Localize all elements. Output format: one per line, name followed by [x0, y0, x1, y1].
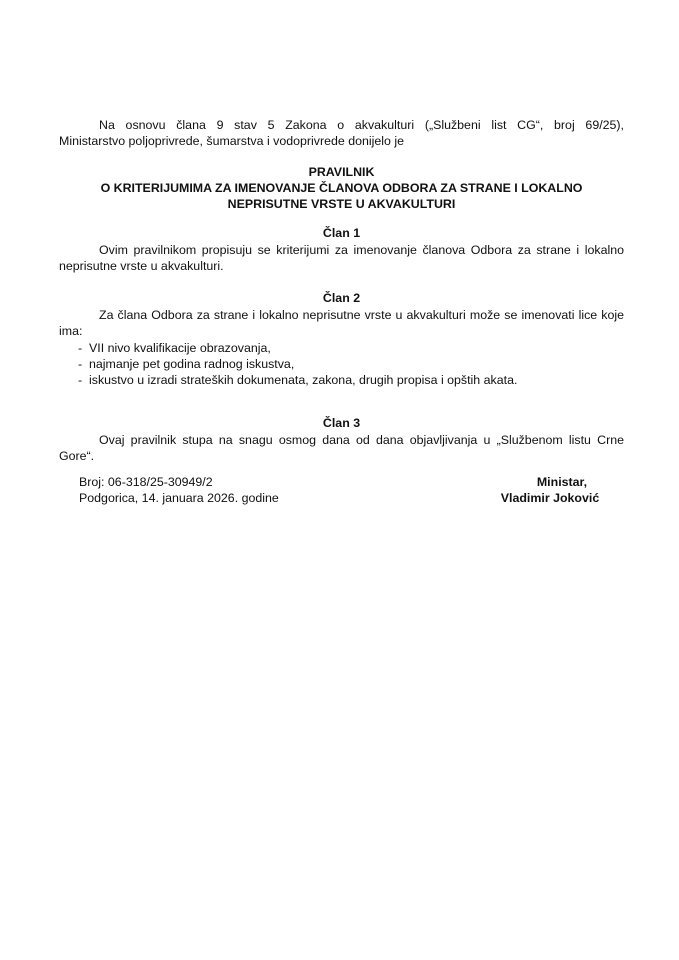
list-item: - VII nivo kvalifikacije obrazovanja, [59, 340, 624, 356]
document-title [59, 164, 624, 212]
article-2-body: Za člana Odbora za strane i lokalno neprisutne vrste u akvakulturi može se imenovati lice koje ima: [59, 308, 624, 338]
signatory-name: Vladimir Joković [500, 491, 600, 505]
list-item: - iskustvo u izradi strateških dokumenata, zakona, drugih propisa i opštih akata. [59, 372, 624, 388]
article-1-heading: Član 1 [322, 226, 361, 240]
criteria-list [59, 340, 624, 388]
document-number: Broj: 06-318/25-30949/2 [79, 475, 213, 489]
article-2-heading: Član 2 [322, 291, 361, 305]
signatory-block [480, 474, 620, 506]
preamble-line-1: Na osnovu člana 9 stav 5 Zakona o akvakulturi („Službeni list CG“, broj 69/25), [99, 118, 624, 132]
title-line-3: NEPRISUTNE VRSTE U AKVAKULTURI [227, 197, 456, 211]
place-date: Podgorica, 14. januara 2026. godine [79, 491, 279, 505]
signatory-title: Ministar, [536, 475, 588, 489]
article-1-body: Ovim pravilnikom propisuju se kriterijumi za imenovanje članova Odbora za strane i lokalno neprisutne vrste u akvakulturi. [59, 243, 624, 273]
article-3-heading: Član 3 [322, 416, 361, 430]
title-line-2: O KRITERIJUMIMA ZA IMENOVANJE ČLANOVA ODBORA ZA STRANE I LOKALNO [100, 181, 583, 195]
article-3-body: Ovaj pravilnik stupa na snagu osmog dana od dana objavljivanja u „Službenom listu Crne Gore“. [59, 433, 624, 463]
list-item: - najmanje pet godina radnog iskustva, [59, 356, 624, 372]
preamble-line-2: Ministarstvo poljoprivrede, šumarstva i vodoprivrede donijelo je [59, 134, 405, 148]
title-line-1: PRAVILNIK [308, 165, 375, 179]
